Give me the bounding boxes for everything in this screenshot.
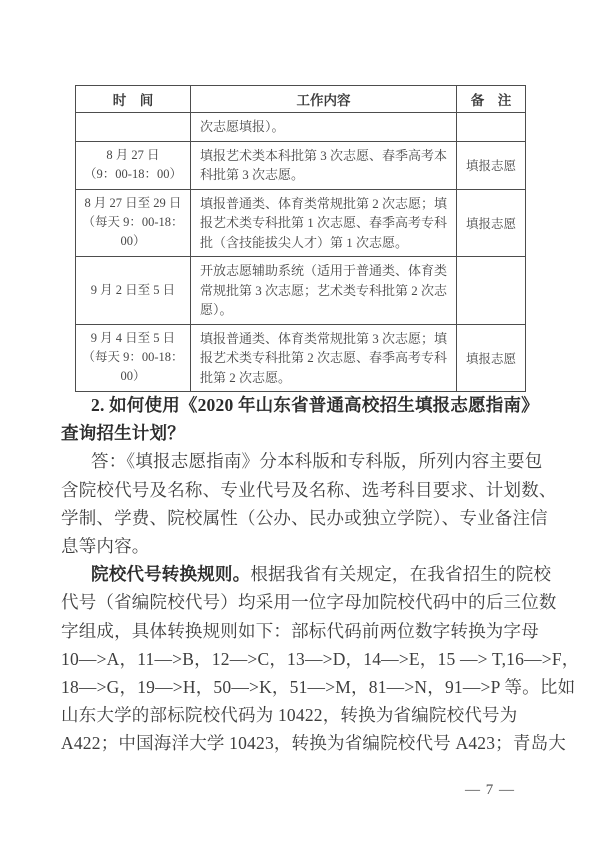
- time-line: （每天 9：00-18：00）: [82, 350, 184, 384]
- time-line: 8 月 27 日至 29 日: [84, 196, 182, 211]
- note-cell: 填报志愿: [457, 141, 526, 189]
- page-number: — 7 —: [465, 782, 515, 798]
- rule-paragraph-line: 10—>A，11—>B，12—>C，13—>D，14—>E，15 —> T,16—>F，: [61, 648, 580, 669]
- answer-line: 息等内容。: [61, 535, 150, 556]
- time-line: 9 月 4 日至 5 日: [90, 331, 176, 346]
- content-cell: 次志愿填报）。: [191, 113, 457, 142]
- column-header-content: 工作内容: [191, 86, 457, 113]
- question-heading-line: 2. 如何使用《2020 年山东省普通高校招生填报志愿指南》: [91, 395, 539, 415]
- table-row: [76, 141, 526, 189]
- column-header-note: 备 注: [457, 86, 526, 113]
- time-cell: [76, 141, 191, 189]
- note-cell: [457, 113, 526, 142]
- content-cell: 开放志愿辅助系统（适用于普通类、体育类常规批第 3 次志愿；艺术类专科批第 2 次志愿）。: [191, 257, 457, 325]
- content-cell: 填报普通类、体育类常规批第 3 次志愿；填报艺术类专科批第 2 次志愿、春季高考专科批第 2 次志愿。: [191, 324, 457, 392]
- column-header-time: 时 间: [76, 86, 191, 113]
- time-line: （9：00-18：00）: [84, 167, 182, 181]
- time-line: 9 月 2 日至 5 日: [90, 282, 176, 297]
- time-cell: [76, 324, 191, 392]
- answer-line: 含院校代号及名称、专业代号及名称、选考科目要求、计划数、: [61, 479, 557, 500]
- answer-line: 学制、学费、院校属性（公办、民办或独立学院）、专业备注信: [61, 507, 548, 528]
- question-heading-line: 查询招生计划？: [61, 423, 185, 444]
- time-line: （每天 9：00-18：00）: [82, 215, 184, 249]
- time-cell: [76, 257, 191, 325]
- rule-paragraph-line: 山东大学的部标院校代码为 10422，转换为省编院校代号为: [61, 705, 518, 726]
- table-row: [76, 257, 526, 325]
- content-cell: 填报普通类、体育类常规批第 2 次志愿；填报艺术类专科批第 1 次志愿、春季高考专科批（含技能拔尖人才）第 1 次志愿。: [191, 189, 457, 257]
- table-header-row: [76, 86, 526, 113]
- table-row: [76, 324, 526, 392]
- time-cell: [76, 113, 191, 142]
- rule-text: 根据我省有关规定，在我省招生的院校: [250, 564, 552, 585]
- note-cell: 填报志愿: [457, 324, 526, 392]
- body-text: [61, 391, 580, 757]
- rule-title: 院校代号转换规则。: [91, 564, 251, 585]
- rule-paragraph-line: 代号（省编院校代号）均采用一位字母加院校代码中的后三位数: [61, 592, 557, 613]
- content-cell: 填报艺术类本科批第 3 次志愿、春季高考本科批第 3 次志愿。: [191, 141, 457, 189]
- time-cell: [76, 189, 191, 257]
- rule-paragraph-line: A422；中国海洋大学 10423，转换为省编院校代号 A423；青岛大: [61, 733, 566, 754]
- rule-paragraph-line: [61, 560, 552, 588]
- answer-line: 答：《填报志愿指南》分本科版和专科版，所列内容主要包: [91, 451, 543, 472]
- table-row: [76, 189, 526, 257]
- note-cell: 填报志愿: [457, 189, 526, 257]
- note-cell: [457, 257, 526, 325]
- schedule-table: [75, 85, 526, 392]
- time-line: 8 月 27 日: [106, 148, 160, 162]
- rule-paragraph-line: 18—>G，19—>H，50—>K，51—>M，81—>N，91—>P 等。比如: [61, 676, 576, 697]
- table-row: [76, 113, 526, 142]
- rule-paragraph-line: 字组成，具体转换规则如下：部标代码前两位数字转换为字母: [61, 620, 539, 641]
